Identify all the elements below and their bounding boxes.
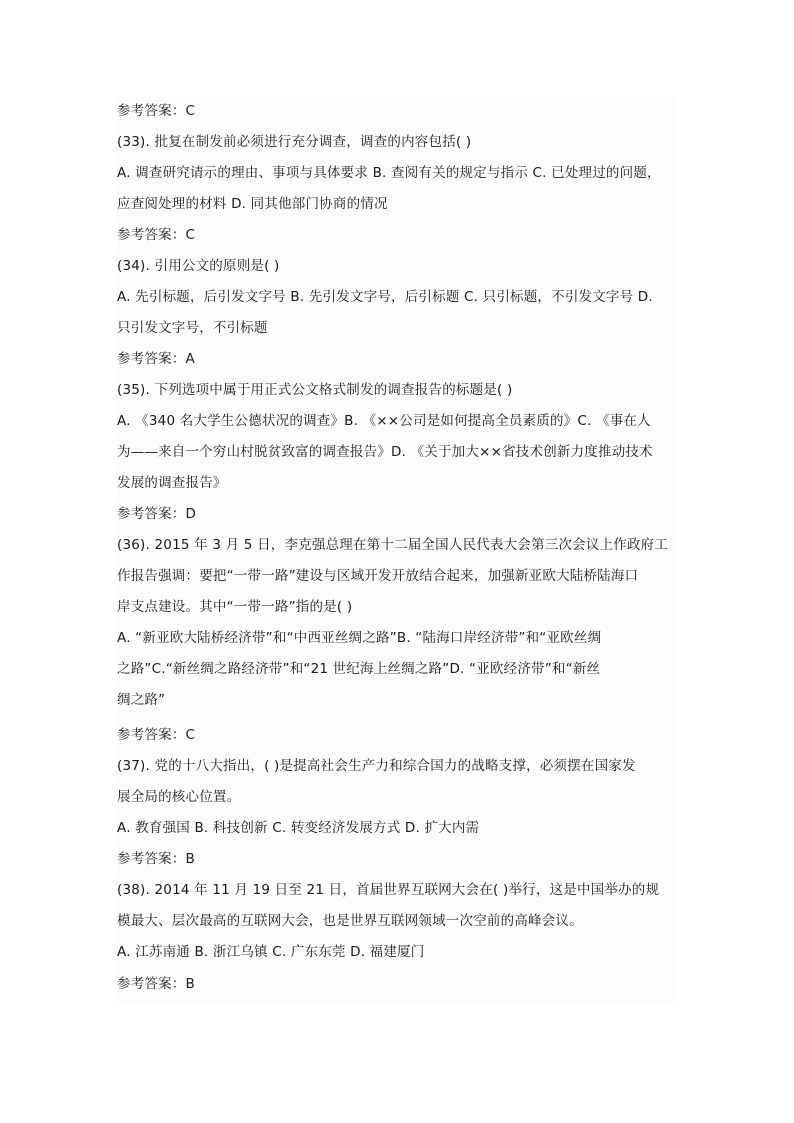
question-line: 模最大、层次最高的互联网大会，也是世界互联网领域一次空前的高峰会议。 — [117, 913, 583, 929]
options-line: A. 江苏南通 B. 浙江乌镇 C. 广东东莞 D. 福建厦门 — [117, 944, 425, 960]
question-line: (33). 批复在制发前必须进行充分调查，调查的内容包括( ) — [117, 134, 472, 150]
question-line: 岸支点建设。其中“一带一路”指的是( ) — [117, 599, 353, 615]
options-line: A. 先引标题，后引发文字号 B. 先引发文字号，后引标题 C. 只引标题，不引发文字号 D. — [117, 289, 653, 305]
question-line: (34). 引用公文的原则是( ) — [117, 258, 280, 274]
options-line: A. 调查研究请示的理由、事项与具体要求 B. 查阅有关的规定与指示 C. 已处理过的问题， — [117, 165, 661, 181]
answer-line: 参考答案：D — [117, 506, 197, 522]
options-line: 绸之路” — [117, 692, 166, 708]
options-line: A. 教育强国 B. 科技创新 C. 转变经济发展方式 D. 扩大内需 — [117, 820, 480, 836]
options-line: A. 《340 名大学生公德状况的调查》B. 《××公司是如何提高全员素质的》C. 《事在人 — [117, 413, 651, 429]
answer-line: 参考答案：B — [117, 851, 195, 867]
question-line: 展全局的核心位置。 — [117, 789, 241, 805]
question-line: (37). 党的十八大指出，( )是提高社会生产力和综合国力的战略支撑，必须摆在国家发 — [117, 758, 636, 774]
options-line: 应查阅处理的材料 D. 同其他部门协商的情况 — [117, 196, 388, 212]
answer-line: 参考答案：C — [117, 227, 196, 243]
question-line: (38). 2014 年 11 月 19 日至 21 日，首届世界互联网大会在( )举行，这是中国举办的规 — [117, 882, 660, 898]
answer-line: 参考答案：C — [117, 103, 196, 119]
options-line: A. “新亚欧大陆桥经济带”和“中西亚丝绸之路”B. “陆海口岸经济带”和“亚欧丝绸 — [117, 630, 602, 646]
answer-line: 参考答案：C — [117, 727, 196, 743]
answer-line: 参考答案：A — [117, 351, 195, 367]
question-line: 作报告强调：要把“一带一路”建设与区域开发开放结合起来，加强新亚欧大陆桥陆海口 — [117, 568, 639, 584]
options-line: 只引发文字号，不引标题 — [117, 320, 268, 336]
answer-line: 参考答案：B — [117, 976, 195, 992]
options-line: 之路”C.“新丝绸之路经济带”和“21 世纪海上丝绸之路”D. “亚欧经济带”和“新丝 — [117, 661, 601, 677]
options-line: 为——来自一个穷山村脱贫致富的调查报告》D. 《关于加大××省技术创新力度推动技术 — [117, 444, 653, 460]
document-page — [117, 97, 675, 1002]
question-line: (36). 2015 年 3 月 5 日，李克强总理在第十二届全国人民代表大会第三次会议上作政府工 — [117, 537, 669, 553]
question-line: (35). 下列选项中属于用正式公文格式制发的调查报告的标题是( ) — [117, 382, 513, 398]
options-line: 发展的调查报告》 — [117, 475, 227, 491]
